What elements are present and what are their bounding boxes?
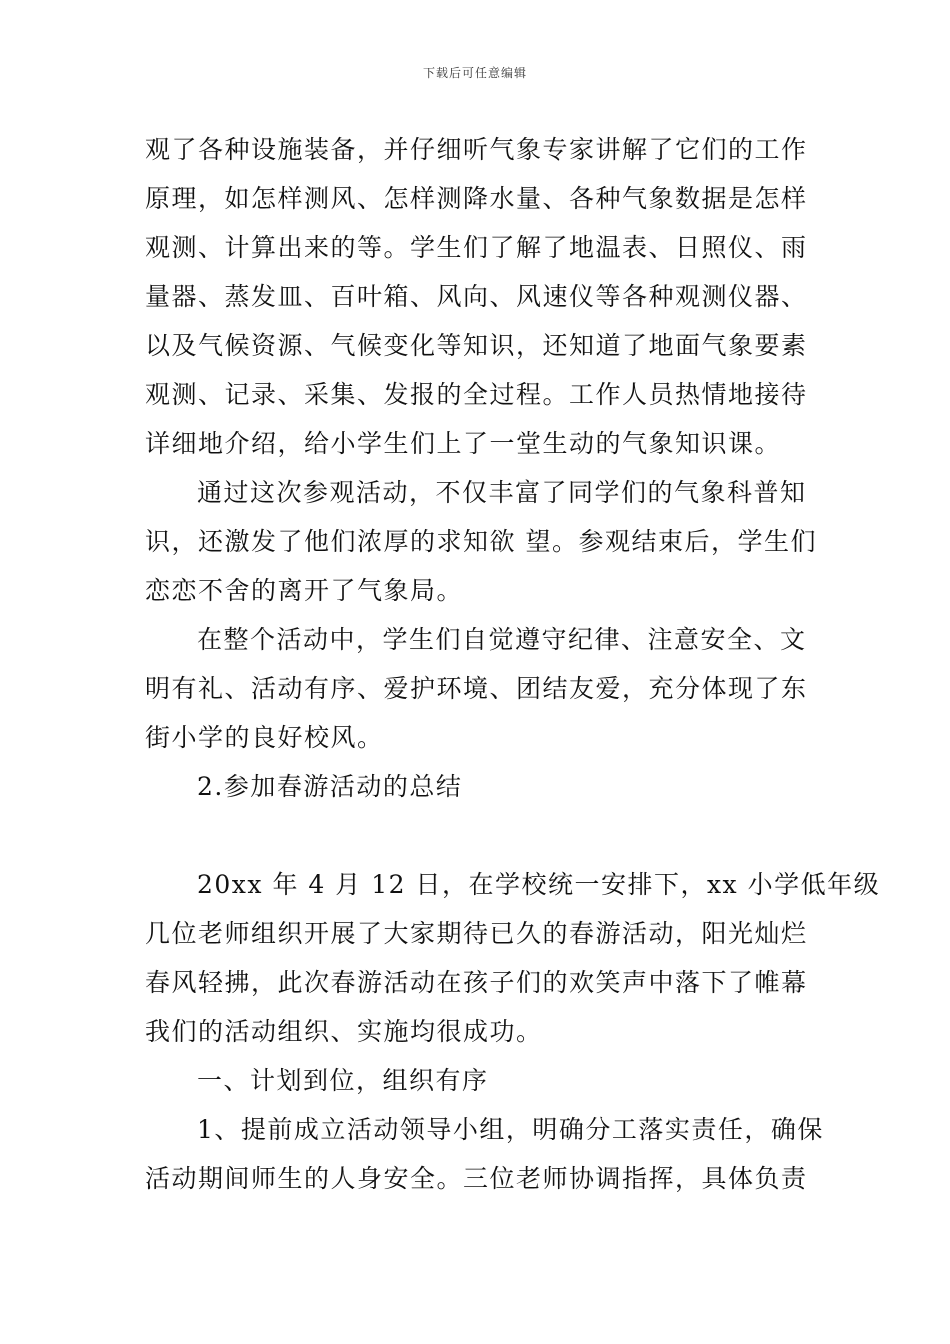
text-line: 观了各种设施装备，并仔细听气象专家讲解了它们的工作 [145, 135, 808, 164]
blank-line [145, 811, 807, 860]
page-header: 下载后可任意编辑 [422, 66, 527, 80]
paragraph-start: 在整个活动中，学生们自觉遵守纪律、注意安全、文 [197, 625, 807, 654]
text-line: 活动期间师生的人身安全。三位老师协调指挥，具体负责 [145, 1164, 808, 1193]
text-line: 以及气候资源、气候变化等知识，还知道了地面气象要素 [145, 331, 808, 360]
text-line: 春风轻拂，此次春游活动在孩子们的欢笑声中落下了帷幕 [145, 968, 808, 997]
text-line: 街小学的良好校风。 [145, 723, 384, 752]
text-line: 几位老师组织开展了大家期待已久的春游活动，阳光灿烂 [145, 919, 808, 948]
text-line: 明有礼、活动有序、爱护环境、团结友爱，充分体现了东 [145, 674, 808, 703]
text-line: 量器、蒸发皿、百叶箱、风向、风速仪等各种观测仪器、 [145, 282, 808, 311]
text-line: 恋恋不舍的离开了气象局。 [145, 576, 464, 605]
text-line: 详细地介绍，给小学生们上了一堂生动的气象知识课。 [145, 429, 782, 458]
text-line: 观测、计算出来的等。学生们了解了地温表、日照仪、雨 [145, 233, 808, 262]
section-heading: 2.参加春游活动的总结 [197, 772, 463, 801]
paragraph-start: 1、提前成立活动领导小组，明确分工落实责任，确保 [197, 1115, 824, 1144]
paragraph-start: 20xx 年 4 月 12 日，在学校统一安排下，xx 小学低年级 [197, 870, 881, 899]
text-line: 识，还激发了他们浓厚的求知欲 望。参观结束后，学生们 [145, 527, 817, 556]
paragraph-start: 通过这次参观活动，不仅丰富了同学们的气象科普知 [197, 478, 807, 507]
text-line: 原理，如怎样测风、怎样测降水量、各种气象数据是怎样 [145, 184, 808, 213]
text-line: 我们的活动组织、实施均很成功。 [145, 1017, 543, 1046]
subsection-heading: 一、计划到位，组织有序 [197, 1066, 489, 1095]
text-line: 观测、记录、采集、发报的全过程。工作人员热情地接待 [145, 380, 808, 409]
document-body [145, 125, 881, 1203]
